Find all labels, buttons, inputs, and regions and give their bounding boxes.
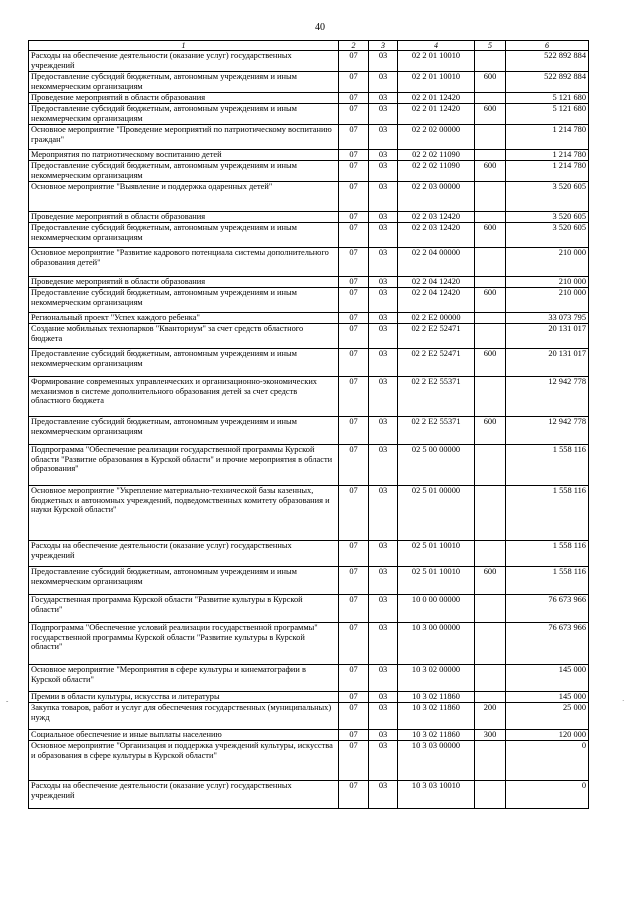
amount-cell: 33 073 795 bbox=[506, 313, 589, 324]
section-cell: 07 bbox=[339, 541, 369, 567]
table-row bbox=[29, 741, 589, 781]
section-cell: 07 bbox=[339, 349, 369, 377]
amount-cell: 0 bbox=[506, 741, 589, 781]
expense-type-cell: 300 bbox=[475, 730, 506, 741]
column-header: 3 bbox=[369, 41, 398, 51]
section-cell: 07 bbox=[339, 730, 369, 741]
target-article-cell: 10 3 00 00000 bbox=[398, 623, 475, 665]
amount-cell: 0 bbox=[506, 781, 589, 809]
subsection-cell: 03 bbox=[369, 72, 398, 93]
expense-type-cell: 600 bbox=[475, 72, 506, 93]
table-row bbox=[29, 417, 589, 445]
expense-type-cell bbox=[475, 692, 506, 703]
table-row bbox=[29, 104, 589, 125]
target-article-cell: 02 2 Е2 00000 bbox=[398, 313, 475, 324]
target-article-cell: 10 0 00 00000 bbox=[398, 595, 475, 623]
section-cell: 07 bbox=[339, 486, 369, 541]
subsection-cell: 03 bbox=[369, 595, 398, 623]
expense-type-cell bbox=[475, 541, 506, 567]
table-row bbox=[29, 223, 589, 248]
table-row bbox=[29, 377, 589, 417]
row-name-cell: Региональный проект "Успех каждого ребенка" bbox=[29, 313, 339, 324]
table-row bbox=[29, 486, 589, 541]
target-article-cell: 02 2 Е2 52471 bbox=[398, 349, 475, 377]
amount-cell: 12 942 778 bbox=[506, 377, 589, 417]
table-row bbox=[29, 541, 589, 567]
row-name-cell: Основное мероприятие "Организация и поддержка учреждений культуры, искусства и образования в сфере культуры в Курской области" bbox=[29, 741, 339, 781]
expense-type-cell bbox=[475, 665, 506, 692]
page-number: 40 bbox=[315, 22, 325, 33]
expense-type-cell bbox=[475, 623, 506, 665]
section-cell: 07 bbox=[339, 623, 369, 665]
row-name-cell: Предоставление субсидий бюджетным, автономным учреждениям и иным некоммерческим организациям bbox=[29, 288, 339, 313]
subsection-cell: 03 bbox=[369, 93, 398, 104]
target-article-cell: 10 3 02 00000 bbox=[398, 665, 475, 692]
section-cell: 07 bbox=[339, 161, 369, 182]
expense-type-cell bbox=[475, 486, 506, 541]
row-name-cell: Расходы на обеспечение деятельности (оказание услуг) государственных учреждений bbox=[29, 781, 339, 809]
table-row bbox=[29, 567, 589, 595]
target-article-cell: 02 2 04 00000 bbox=[398, 248, 475, 277]
subsection-cell: 03 bbox=[369, 104, 398, 125]
subsection-cell: 03 bbox=[369, 313, 398, 324]
amount-cell: 522 892 884 bbox=[506, 51, 589, 72]
expense-type-cell: 600 bbox=[475, 223, 506, 248]
target-article-cell: 02 5 00 00000 bbox=[398, 445, 475, 486]
subsection-cell: 03 bbox=[369, 741, 398, 781]
subsection-cell: 03 bbox=[369, 125, 398, 150]
expense-type-cell: 600 bbox=[475, 417, 506, 445]
table-row bbox=[29, 212, 589, 223]
amount-cell: 76 673 966 bbox=[506, 623, 589, 665]
table-row bbox=[29, 623, 589, 665]
column-header: 2 bbox=[339, 41, 369, 51]
row-name-cell: Расходы на обеспечение деятельности (оказание услуг) государственных учреждений bbox=[29, 51, 339, 72]
amount-cell: 12 942 778 bbox=[506, 417, 589, 445]
subsection-cell: 03 bbox=[369, 212, 398, 223]
expense-type-cell bbox=[475, 324, 506, 349]
subsection-cell: 03 bbox=[369, 781, 398, 809]
amount-cell: 1 214 780 bbox=[506, 150, 589, 161]
margin-mark: · bbox=[622, 697, 625, 705]
column-header: 4 bbox=[398, 41, 475, 51]
target-article-cell: 02 2 03 12420 bbox=[398, 223, 475, 248]
table-row bbox=[29, 703, 589, 730]
target-article-cell: 02 5 01 10010 bbox=[398, 541, 475, 567]
amount-cell: 145 000 bbox=[506, 692, 589, 703]
amount-cell: 1 558 116 bbox=[506, 567, 589, 595]
budget-table bbox=[28, 40, 589, 809]
section-cell: 07 bbox=[339, 248, 369, 277]
table-row bbox=[29, 150, 589, 161]
amount-cell: 1 214 780 bbox=[506, 125, 589, 150]
row-name-cell: Формирование современных управленческих и организационно-экономических механизмов в системе дополнительного образования детей за счет средств областного бюджета bbox=[29, 377, 339, 417]
table-row bbox=[29, 730, 589, 741]
row-name-cell: Предоставление субсидий бюджетным, автономным учреждениям и иным некоммерческим организациям bbox=[29, 567, 339, 595]
subsection-cell: 03 bbox=[369, 541, 398, 567]
target-article-cell: 10 3 02 11860 bbox=[398, 692, 475, 703]
expense-type-cell: 600 bbox=[475, 161, 506, 182]
section-cell: 07 bbox=[339, 51, 369, 72]
target-article-cell: 02 2 04 12420 bbox=[398, 277, 475, 288]
subsection-cell: 03 bbox=[369, 567, 398, 595]
target-article-cell: 02 2 01 12420 bbox=[398, 104, 475, 125]
target-article-cell: 02 2 02 11090 bbox=[398, 161, 475, 182]
row-name-cell: Предоставление субсидий бюджетным, автономным учреждениям и иным некоммерческим организациям bbox=[29, 223, 339, 248]
target-article-cell: 10 3 03 00000 bbox=[398, 741, 475, 781]
target-article-cell: 10 3 03 10010 bbox=[398, 781, 475, 809]
target-article-cell: 10 3 02 11860 bbox=[398, 703, 475, 730]
target-article-cell: 02 2 01 10010 bbox=[398, 72, 475, 93]
expense-type-cell: 200 bbox=[475, 703, 506, 730]
table-row bbox=[29, 288, 589, 313]
section-cell: 07 bbox=[339, 93, 369, 104]
row-name-cell: Проведение мероприятий в области образования bbox=[29, 277, 339, 288]
expense-type-cell bbox=[475, 445, 506, 486]
expense-type-cell bbox=[475, 93, 506, 104]
subsection-cell: 03 bbox=[369, 277, 398, 288]
section-cell: 07 bbox=[339, 324, 369, 349]
expense-type-cell bbox=[475, 182, 506, 212]
section-cell: 07 bbox=[339, 72, 369, 93]
expense-type-cell bbox=[475, 313, 506, 324]
expense-type-cell bbox=[475, 150, 506, 161]
table-row bbox=[29, 692, 589, 703]
amount-cell: 76 673 966 bbox=[506, 595, 589, 623]
table-row bbox=[29, 51, 589, 72]
amount-cell: 210 000 bbox=[506, 277, 589, 288]
row-name-cell: Проведение мероприятий в области образования bbox=[29, 93, 339, 104]
expense-type-cell bbox=[475, 377, 506, 417]
section-cell: 07 bbox=[339, 595, 369, 623]
target-article-cell: 02 2 02 11090 bbox=[398, 150, 475, 161]
expense-type-cell bbox=[475, 248, 506, 277]
amount-cell: 20 131 017 bbox=[506, 349, 589, 377]
amount-cell: 1 558 116 bbox=[506, 486, 589, 541]
expense-type-cell bbox=[475, 212, 506, 223]
amount-cell: 210 000 bbox=[506, 288, 589, 313]
subsection-cell: 03 bbox=[369, 223, 398, 248]
subsection-cell: 03 bbox=[369, 377, 398, 417]
table-row bbox=[29, 93, 589, 104]
section-cell: 07 bbox=[339, 125, 369, 150]
row-name-cell: Основное мероприятие "Развитие кадрового потенциала системы дополнительного образования детей" bbox=[29, 248, 339, 277]
section-cell: 07 bbox=[339, 150, 369, 161]
table-row bbox=[29, 277, 589, 288]
amount-cell: 25 000 bbox=[506, 703, 589, 730]
margin-mark: - bbox=[6, 697, 9, 705]
amount-cell: 1 558 116 bbox=[506, 445, 589, 486]
section-cell: 07 bbox=[339, 692, 369, 703]
row-name-cell: Создание мобильных технопарков "Кванториум" за счет средств областного бюджета bbox=[29, 324, 339, 349]
row-name-cell: Подпрограмма "Обеспечение условий реализации государственной программы" государственной программы Курской области "Развитие культуры в Курской области" bbox=[29, 623, 339, 665]
table-row bbox=[29, 248, 589, 277]
expense-type-cell: 600 bbox=[475, 104, 506, 125]
amount-cell: 5 121 680 bbox=[506, 93, 589, 104]
target-article-cell: 02 2 03 00000 bbox=[398, 182, 475, 212]
section-cell: 07 bbox=[339, 665, 369, 692]
section-cell: 07 bbox=[339, 781, 369, 809]
expense-type-cell: 600 bbox=[475, 567, 506, 595]
target-article-cell: 02 2 02 00000 bbox=[398, 125, 475, 150]
row-name-cell: Государственная программа Курской области "Развитие культуры в Курской области" bbox=[29, 595, 339, 623]
target-article-cell: 02 2 Е2 55371 bbox=[398, 417, 475, 445]
column-header: 1 bbox=[29, 41, 339, 51]
subsection-cell: 03 bbox=[369, 623, 398, 665]
subsection-cell: 03 bbox=[369, 150, 398, 161]
section-cell: 07 bbox=[339, 445, 369, 486]
section-cell: 07 bbox=[339, 288, 369, 313]
target-article-cell: 02 5 01 10010 bbox=[398, 567, 475, 595]
subsection-cell: 03 bbox=[369, 161, 398, 182]
section-cell: 07 bbox=[339, 741, 369, 781]
subsection-cell: 03 bbox=[369, 692, 398, 703]
amount-cell: 210 000 bbox=[506, 248, 589, 277]
subsection-cell: 03 bbox=[369, 730, 398, 741]
row-name-cell: Основное мероприятие "Выявление и поддержка одаренных детей" bbox=[29, 182, 339, 212]
target-article-cell: 02 2 Е2 55371 bbox=[398, 377, 475, 417]
section-cell: 07 bbox=[339, 182, 369, 212]
table-row bbox=[29, 349, 589, 377]
row-name-cell: Основное мероприятие "Проведение мероприятий по патриотическому воспитанию граждан" bbox=[29, 125, 339, 150]
target-article-cell: 02 2 03 12420 bbox=[398, 212, 475, 223]
subsection-cell: 03 bbox=[369, 51, 398, 72]
subsection-cell: 03 bbox=[369, 417, 398, 445]
amount-cell: 1 214 780 bbox=[506, 161, 589, 182]
table-row bbox=[29, 313, 589, 324]
amount-cell: 120 000 bbox=[506, 730, 589, 741]
expense-type-cell: 600 bbox=[475, 349, 506, 377]
expense-type-cell bbox=[475, 781, 506, 809]
section-cell: 07 bbox=[339, 212, 369, 223]
row-name-cell: Предоставление субсидий бюджетным, автономным учреждениям и иным некоммерческим организациям bbox=[29, 349, 339, 377]
expense-type-cell bbox=[475, 741, 506, 781]
amount-cell: 20 131 017 bbox=[506, 324, 589, 349]
row-name-cell: Социальное обеспечение и иные выплаты населению bbox=[29, 730, 339, 741]
section-cell: 07 bbox=[339, 313, 369, 324]
subsection-cell: 03 bbox=[369, 288, 398, 313]
target-article-cell: 02 5 01 00000 bbox=[398, 486, 475, 541]
table-row bbox=[29, 781, 589, 809]
target-article-cell: 02 2 04 12420 bbox=[398, 288, 475, 313]
section-cell: 07 bbox=[339, 567, 369, 595]
row-name-cell: Предоставление субсидий бюджетным, автономным учреждениям и иным некоммерческим организациям bbox=[29, 161, 339, 182]
subsection-cell: 03 bbox=[369, 182, 398, 212]
row-name-cell: Предоставление субсидий бюджетным, автономным учреждениям и иным некоммерческим организациям bbox=[29, 417, 339, 445]
row-name-cell: Закупка товаров, работ и услуг для обеспечения государственных (муниципальных) нужд bbox=[29, 703, 339, 730]
row-name-cell: Подпрограмма "Обеспечение реализации государственной программы Курской области "Развитие образования в Курской области" и прочие мероприятия в области образования" bbox=[29, 445, 339, 486]
target-article-cell: 02 2 Е2 52471 bbox=[398, 324, 475, 349]
table-row bbox=[29, 324, 589, 349]
expense-type-cell bbox=[475, 51, 506, 72]
expense-type-cell bbox=[475, 277, 506, 288]
table-row bbox=[29, 445, 589, 486]
section-cell: 07 bbox=[339, 104, 369, 125]
section-cell: 07 bbox=[339, 377, 369, 417]
table-row bbox=[29, 595, 589, 623]
subsection-cell: 03 bbox=[369, 248, 398, 277]
section-cell: 07 bbox=[339, 703, 369, 730]
row-name-cell: Основное мероприятие "Укрепление материально-технической базы казенных, бюджетных и автономных учреждений, подведомственных комитету образования и науки Курской области" bbox=[29, 486, 339, 541]
column-header: 6 bbox=[506, 41, 589, 51]
target-article-cell: 10 3 02 11860 bbox=[398, 730, 475, 741]
subsection-cell: 03 bbox=[369, 324, 398, 349]
row-name-cell: Проведение мероприятий в области образования bbox=[29, 212, 339, 223]
subsection-cell: 03 bbox=[369, 445, 398, 486]
table-row bbox=[29, 161, 589, 182]
expense-type-cell bbox=[475, 125, 506, 150]
amount-cell: 3 520 605 bbox=[506, 182, 589, 212]
row-name-cell: Предоставление субсидий бюджетным, автономным учреждениям и иным некоммерческим организациям bbox=[29, 72, 339, 93]
target-article-cell: 02 2 01 12420 bbox=[398, 93, 475, 104]
row-name-cell: Премии в области культуры, искусства и литературы bbox=[29, 692, 339, 703]
column-header: 5 bbox=[475, 41, 506, 51]
amount-cell: 5 121 680 bbox=[506, 104, 589, 125]
section-cell: 07 bbox=[339, 223, 369, 248]
subsection-cell: 03 bbox=[369, 703, 398, 730]
amount-cell: 522 892 884 bbox=[506, 72, 589, 93]
amount-cell: 1 558 116 bbox=[506, 541, 589, 567]
row-name-cell: Предоставление субсидий бюджетным, автономным учреждениям и иным некоммерческим организациям bbox=[29, 104, 339, 125]
section-cell: 07 bbox=[339, 417, 369, 445]
subsection-cell: 03 bbox=[369, 486, 398, 541]
amount-cell: 145 000 bbox=[506, 665, 589, 692]
section-cell: 07 bbox=[339, 277, 369, 288]
expense-type-cell bbox=[475, 595, 506, 623]
row-name-cell: Мероприятия по патриотическому воспитанию детей bbox=[29, 150, 339, 161]
table-row bbox=[29, 182, 589, 212]
amount-cell: 3 520 605 bbox=[506, 223, 589, 248]
column-header-row bbox=[29, 41, 589, 51]
subsection-cell: 03 bbox=[369, 349, 398, 377]
expense-type-cell: 600 bbox=[475, 288, 506, 313]
subsection-cell: 03 bbox=[369, 665, 398, 692]
table-row bbox=[29, 665, 589, 692]
target-article-cell: 02 2 01 10010 bbox=[398, 51, 475, 72]
table-row bbox=[29, 125, 589, 150]
amount-cell: 3 520 605 bbox=[506, 212, 589, 223]
row-name-cell: Расходы на обеспечение деятельности (оказание услуг) государственных учреждений bbox=[29, 541, 339, 567]
row-name-cell: Основное мероприятие "Мероприятия в сфере культуры и кинематографии в Курской области" bbox=[29, 665, 339, 692]
table-row bbox=[29, 72, 589, 93]
